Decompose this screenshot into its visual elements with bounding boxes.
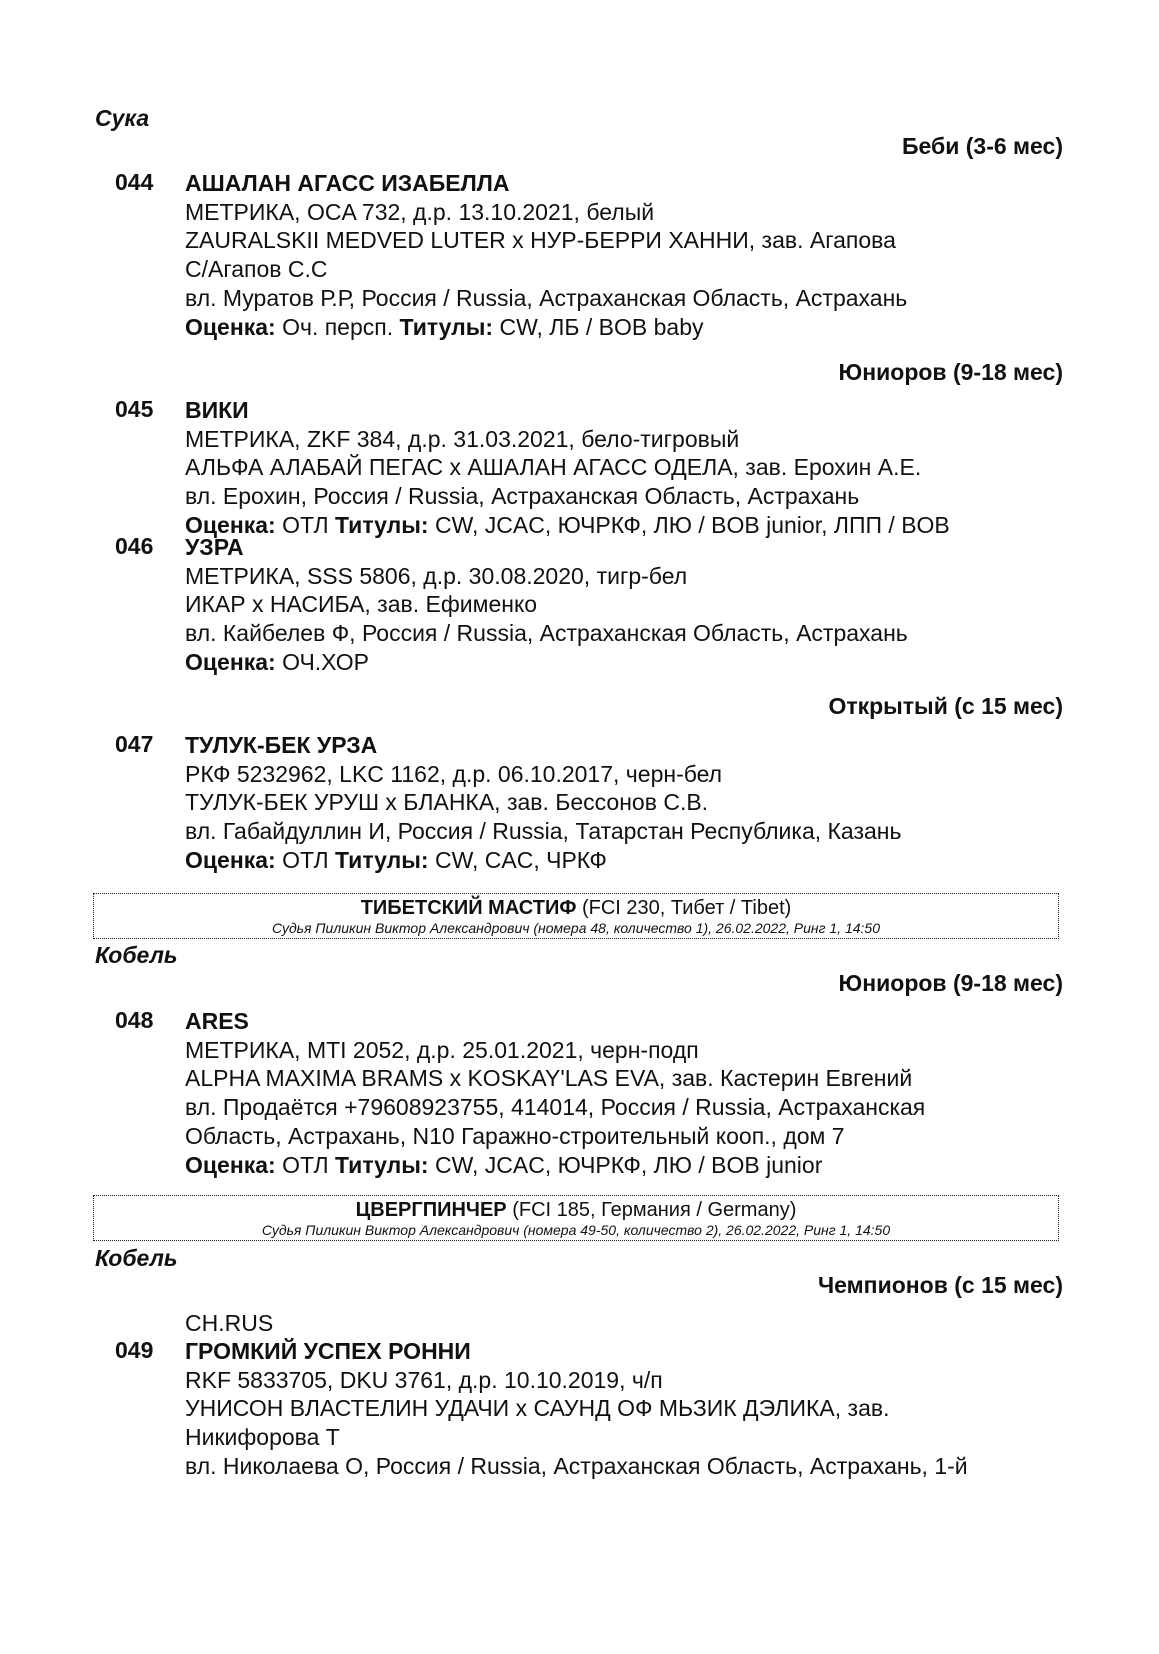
breed-title	[94, 1198, 1058, 1222]
class-heading-junior: Юниоров (9-18 мес)	[838, 359, 1063, 385]
breed-name: ЦВЕРГПИНЧЕР	[355, 1199, 507, 1221]
entry-number: 044	[115, 169, 154, 195]
dog-parents-cont: С/Агапов С.С	[185, 256, 328, 283]
dog-owner: вл. Николаева О, Россия / Russia, Астраханская Область, Астрахань, 1-й	[185, 1452, 968, 1479]
dog-name: УЗРА	[185, 534, 244, 560]
sex-heading-male: Кобель	[95, 942, 178, 968]
dog-result	[185, 1151, 1065, 1180]
dog-owner: вл. Продаётся +79608923755, 414014, Россия / Russia, Астраханская	[185, 1094, 926, 1121]
dog-result	[185, 313, 1065, 342]
titles-value: CW, JCAC, ЮЧРКФ, ЛЮ / BOB junior, ЛПП / BOB	[428, 511, 950, 538]
dog-docs: МЕТРИКА, ZKF 384, д.р. 31.03.2021, бело-тигровый	[185, 425, 740, 452]
dog-parents: УНИСОН ВЛАСТЕЛИН УДАЧИ x САУНД ОФ МЬЗИК ДЭЛИКА, зав.	[185, 1395, 890, 1422]
titles-label: Титулы:	[335, 1151, 429, 1178]
class-heading-champion: Чемпионов (с 15 мес)	[818, 1272, 1063, 1298]
dog-name: АШАЛАН АГАСС ИЗАБЕЛЛА	[185, 170, 510, 196]
sex-heading-male: Кобель	[95, 1245, 178, 1271]
grade-value: ОТЛ	[275, 511, 335, 538]
breed-name: ТИБЕТСКИЙ МАСТИФ	[360, 897, 577, 919]
breed-header-tibetan-mastiff	[93, 893, 1059, 939]
entry-number: 048	[115, 1007, 154, 1033]
dog-parents: ALPHA MAXIMA BRAMS x KOSKAY'LAS EVA, зав. Кастерин Евгений	[185, 1065, 913, 1092]
grade-value: Оч. персп.	[275, 313, 400, 340]
sex-heading-female: Сука	[95, 105, 150, 131]
dog-docs: МЕТРИКА, OCA 732, д.р. 13.10.2021, белый	[185, 198, 655, 225]
entry-number: 046	[115, 533, 154, 559]
grade-label: Оценка:	[185, 846, 276, 873]
class-heading-open: Открытый (с 15 мес)	[828, 693, 1063, 719]
dog-name: ГРОМКИЙ УСПЕХ РОННИ	[185, 1338, 471, 1364]
dog-parents: АЛЬФА АЛАБАЙ ПЕГАС x АШАЛАН АГАСС ОДЕЛА, зав. Ерохин А.Е.	[185, 454, 922, 481]
judge-info: Судья Пиликин Виктор Александрович (номера 48, количество 1), 26.02.2022, Ринг 1, 14:50	[271, 920, 880, 936]
dog-docs: МЕТРИКА, SSS 5806, д.р. 30.08.2020, тигр-бел	[185, 562, 688, 589]
dog-name: ТУЛУК-БЕК УРЗА	[185, 732, 378, 758]
class-heading-baby: Беби (3-6 мес)	[902, 133, 1063, 159]
breed-info: (FCI 230, Тибет / Tibet)	[576, 897, 792, 919]
entry-number: 045	[115, 396, 154, 422]
titles-label: Титулы:	[399, 313, 494, 340]
title-prefix: CH.RUS	[185, 1310, 274, 1336]
entry-number: 047	[115, 731, 154, 757]
dog-docs: РКФ 5232962, LKC 1162, д.р. 06.10.2017, черн-бел	[185, 760, 723, 787]
grade-value: ОЧ.ХОР	[275, 648, 369, 675]
dog-parents: ZAURALSKII MEDVED LUTER x НУР-БЕРРИ ХАННИ, зав. Агапова	[185, 227, 896, 254]
titles-value: CW, JCAC, ЮЧРКФ, ЛЮ / BOB junior	[428, 1151, 823, 1178]
dog-parents: ТУЛУК-БЕК УРУШ x БЛАНКА, зав. Бессонов С.В.	[185, 789, 709, 816]
dog-name: ВИКИ	[185, 397, 249, 423]
grade-label: Оценка:	[185, 648, 276, 675]
dog-owner: вл. Кайбелев Ф, Россия / Russia, Астраханская Область, Астрахань	[185, 620, 908, 647]
dog-owner: вл. Габайдуллин И, Россия / Russia, Татарстан Республика, Казань	[185, 818, 902, 845]
breed-header-zwergpinscher	[93, 1195, 1059, 1241]
breed-title	[94, 896, 1058, 920]
judge-info: Судья Пиликин Виктор Александрович (номера 49-50, количество 2), 26.02.2022, Ринг 1, 14:50	[261, 1222, 891, 1238]
titles-value: CW, CAC, ЧРКФ	[428, 846, 607, 873]
class-heading-junior: Юниоров (9-18 мес)	[838, 970, 1063, 996]
grade-label: Оценка:	[185, 511, 276, 538]
titles-value: CW, ЛБ / BOB baby	[493, 313, 704, 340]
titles-label: Титулы:	[335, 511, 429, 538]
entry-number: 049	[115, 1337, 154, 1363]
titles-label: Титулы:	[335, 846, 429, 873]
dog-owner: вл. Ерохин, Россия / Russia, Астраханская Область, Астрахань	[185, 483, 860, 510]
dog-owner: вл. Муратов Р.Р, Россия / Russia, Астраханская Область, Астрахань	[185, 284, 908, 311]
dog-parents: ИКАР x НАСИБА, зав. Ефименко	[185, 591, 538, 618]
dog-docs: RKF 5833705, DKU 3761, д.р. 10.10.2019, ч/п	[185, 1366, 663, 1393]
dog-name: ARES	[185, 1008, 249, 1034]
grade-value: ОТЛ	[275, 1151, 335, 1178]
dog-owner-cont: Область, Астрахань, N10 Гаражно-строительный кооп., дом 7	[185, 1122, 845, 1149]
grade-value: ОТЛ	[275, 846, 335, 873]
grade-label: Оценка:	[185, 313, 276, 340]
grade-label: Оценка:	[185, 1151, 276, 1178]
dog-parents-cont: Никифорова Т	[185, 1424, 340, 1451]
dog-result	[185, 846, 1065, 875]
dog-result	[185, 648, 1065, 677]
dog-docs: МЕТРИКА, MTI 2052, д.р. 25.01.2021, черн-подп	[185, 1036, 699, 1063]
breed-info: (FCI 185, Германия / Germany)	[506, 1199, 797, 1221]
